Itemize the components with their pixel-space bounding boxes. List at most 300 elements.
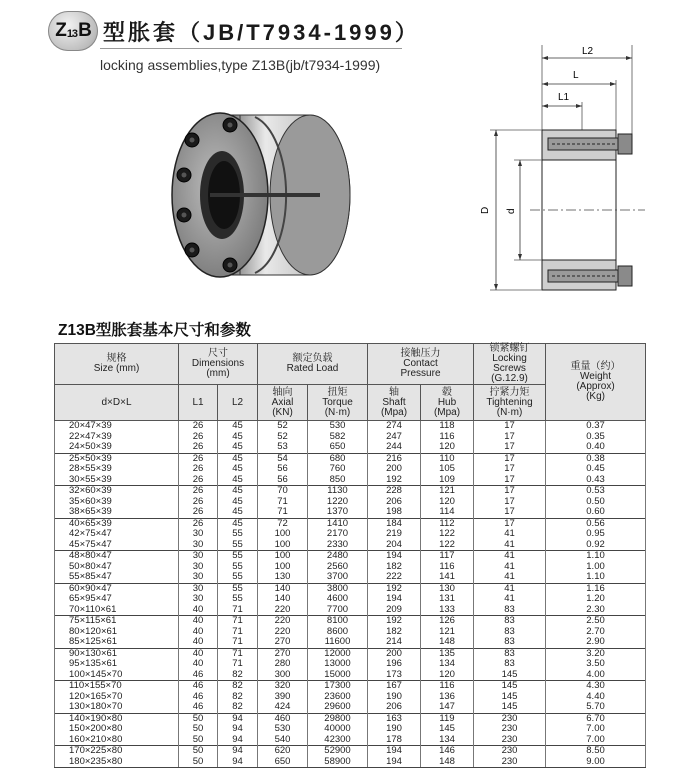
table-cell: 45	[218, 432, 258, 443]
table-cell: 192	[368, 583, 421, 594]
table-cell: 23600	[308, 692, 368, 703]
table-row	[55, 486, 646, 497]
table-cell: 100	[258, 529, 308, 540]
table-cell: 220	[258, 627, 308, 638]
table-cell: 530	[258, 724, 308, 735]
table-cell: 1.00	[546, 562, 646, 573]
header-dimensions: 尺寸 Dimensions (mm)	[179, 344, 258, 385]
table-cell: 680	[308, 453, 368, 464]
table-cell: 209	[368, 605, 421, 616]
table-cell: 70×110×61	[55, 605, 179, 616]
table-cell: 83	[474, 648, 546, 659]
table-cell: 17	[474, 464, 546, 475]
table-cell: 41	[474, 562, 546, 573]
table-cell: 390	[258, 692, 308, 703]
table-cell: 45	[218, 507, 258, 518]
table-cell: 2560	[308, 562, 368, 573]
table-cell: 45	[218, 486, 258, 497]
table-cell: 0.45	[546, 464, 646, 475]
table-row	[55, 605, 646, 616]
table-cell: 145	[474, 702, 546, 713]
table-cell: 48×80×47	[55, 551, 179, 562]
header-locking-screws: 锁紧螺钉 Locking Screws (G.12.9)	[474, 344, 546, 385]
table-cell: 94	[218, 713, 258, 724]
table-cell: 182	[368, 562, 421, 573]
table-cell: 0.38	[546, 453, 646, 464]
table-cell: 130×180×70	[55, 702, 179, 713]
table-cell: 82	[218, 702, 258, 713]
table-cell: 270	[258, 637, 308, 648]
table-cell: 72	[258, 518, 308, 529]
badge-letter: Z	[55, 20, 66, 41]
table-cell: 94	[218, 724, 258, 735]
table-cell: 52	[258, 432, 308, 443]
table-cell: 40×65×39	[55, 518, 179, 529]
table-row	[55, 735, 646, 746]
table-cell: 145	[474, 681, 546, 692]
table-row	[55, 475, 646, 486]
table-cell: 40000	[308, 724, 368, 735]
table-row	[55, 453, 646, 464]
table-cell: 50	[179, 757, 218, 768]
table-cell: 45	[218, 421, 258, 432]
header-L2: L2	[218, 385, 258, 421]
table-cell: 75×115×61	[55, 616, 179, 627]
table-cell: 320	[258, 681, 308, 692]
table-cell: 204	[368, 540, 421, 551]
header-weight: 重量（约） Weight (Approx) (Kg)	[546, 344, 646, 421]
table-cell: 134	[421, 735, 474, 746]
table-cell: 116	[421, 432, 474, 443]
header-hub: 毂 Hub (Mpa)	[421, 385, 474, 421]
table-cell: 230	[474, 713, 546, 724]
table-row	[55, 724, 646, 735]
table-cell: 50	[179, 746, 218, 757]
table-cell: 25×50×39	[55, 453, 179, 464]
table-cell: 270	[258, 648, 308, 659]
table-cell: 3800	[308, 583, 368, 594]
table-cell: 85×125×61	[55, 637, 179, 648]
table-cell: 173	[368, 670, 421, 681]
table-cell: 8.50	[546, 746, 646, 757]
table-cell: 100	[258, 562, 308, 573]
table-cell: 45	[218, 497, 258, 508]
table-cell: 3700	[308, 572, 368, 583]
table-row	[55, 529, 646, 540]
table-cell: 26	[179, 464, 218, 475]
table-row	[55, 757, 646, 768]
title-divider	[100, 48, 402, 49]
table-cell: 60×90×47	[55, 583, 179, 594]
table-cell: 2.50	[546, 616, 646, 627]
table-cell: 56	[258, 464, 308, 475]
table-cell: 38×65×39	[55, 507, 179, 518]
table-cell: 247	[368, 432, 421, 443]
table-cell: 32×60×39	[55, 486, 179, 497]
label-L: L	[573, 70, 579, 81]
table-cell: 41	[474, 594, 546, 605]
table-cell: 194	[368, 594, 421, 605]
table-cell: 82	[218, 670, 258, 681]
header-tightening: 拧紧力矩 Tightening (N·m)	[474, 385, 546, 421]
table-cell: 45	[218, 475, 258, 486]
table-cell: 100	[258, 540, 308, 551]
table-cell: 163	[368, 713, 421, 724]
product-photo	[160, 95, 360, 295]
table-row	[55, 442, 646, 453]
table-cell: 1.20	[546, 594, 646, 605]
table-cell: 26	[179, 518, 218, 529]
table-cell: 116	[421, 681, 474, 692]
table-cell: 30×55×39	[55, 475, 179, 486]
table-cell: 198	[368, 507, 421, 518]
label-L2: L2	[582, 46, 594, 57]
label-L1: L1	[558, 92, 570, 103]
table-cell: 55	[218, 572, 258, 583]
table-cell: 148	[421, 637, 474, 648]
table-cell: 2170	[308, 529, 368, 540]
table-cell: 17	[474, 507, 546, 518]
table-cell: 17	[474, 442, 546, 453]
table-cell: 24×50×39	[55, 442, 179, 453]
table-cell: 1.10	[546, 551, 646, 562]
badge-number: 13	[66, 28, 78, 40]
table-cell: 55	[218, 583, 258, 594]
table-cell: 46	[179, 681, 218, 692]
table-cell: 120	[421, 497, 474, 508]
table-row	[55, 681, 646, 692]
table-cell: 424	[258, 702, 308, 713]
table-cell: 50	[179, 713, 218, 724]
table-cell: 0.37	[546, 421, 646, 432]
table-cell: 55	[218, 562, 258, 573]
table-cell: 83	[474, 637, 546, 648]
table-cell: 82	[218, 692, 258, 703]
table-cell: 26	[179, 432, 218, 443]
table-cell: 141	[421, 572, 474, 583]
table-cell: 55	[218, 594, 258, 605]
table-cell: 126	[421, 616, 474, 627]
table-cell: 35×60×39	[55, 497, 179, 508]
header-dxDxL: d×D×L	[55, 385, 179, 421]
table-cell: 0.95	[546, 529, 646, 540]
header-shaft: 轴 Shaft (Mpa)	[368, 385, 421, 421]
table-cell: 17300	[308, 681, 368, 692]
table-cell: 6.70	[546, 713, 646, 724]
table-cell: 194	[368, 551, 421, 562]
header-L1: L1	[179, 385, 218, 421]
table-cell: 40	[179, 659, 218, 670]
table-cell: 45	[218, 442, 258, 453]
table-row	[55, 594, 646, 605]
table-cell: 1220	[308, 497, 368, 508]
table-cell: 4600	[308, 594, 368, 605]
table-cell: 582	[308, 432, 368, 443]
table-cell: 94	[218, 757, 258, 768]
header-rated-load: 额定负载 Rated Load	[258, 344, 368, 385]
table-cell: 26	[179, 497, 218, 508]
table-row	[55, 432, 646, 443]
table-cell: 42300	[308, 735, 368, 746]
table-cell: 118	[421, 421, 474, 432]
table-cell: 50	[179, 724, 218, 735]
table-row	[55, 551, 646, 562]
table-cell: 460	[258, 713, 308, 724]
table-cell: 4.40	[546, 692, 646, 703]
table-cell: 56	[258, 475, 308, 486]
table-cell: 30	[179, 583, 218, 594]
table-cell: 1370	[308, 507, 368, 518]
table-cell: 0.50	[546, 497, 646, 508]
table-cell: 8100	[308, 616, 368, 627]
table-cell: 28×55×39	[55, 464, 179, 475]
table-cell: 30	[179, 551, 218, 562]
table-cell: 40	[179, 605, 218, 616]
table-cell: 95×135×61	[55, 659, 179, 670]
table-cell: 29600	[308, 702, 368, 713]
table-cell: 140	[258, 594, 308, 605]
table-cell: 230	[474, 757, 546, 768]
table-cell: 206	[368, 497, 421, 508]
table-cell: 2.30	[546, 605, 646, 616]
table-cell: 130	[258, 572, 308, 583]
table-cell: 190	[368, 724, 421, 735]
table-cell: 146	[421, 746, 474, 757]
table-cell: 71	[218, 627, 258, 638]
table-cell: 26	[179, 507, 218, 518]
table-cell: 1130	[308, 486, 368, 497]
table-cell: 130	[421, 583, 474, 594]
table-cell: 220	[258, 616, 308, 627]
table-cell: 135	[421, 648, 474, 659]
table-row	[55, 497, 646, 508]
table-cell: 0.60	[546, 507, 646, 518]
table-row	[55, 670, 646, 681]
table-cell: 46	[179, 702, 218, 713]
table-cell: 55	[218, 540, 258, 551]
table-cell: 40	[179, 648, 218, 659]
table-cell: 192	[368, 616, 421, 627]
table-cell: 53	[258, 442, 308, 453]
header-torque: 扭矩 Torque (N·m)	[308, 385, 368, 421]
table-cell: 0.53	[546, 486, 646, 497]
table-cell: 40	[179, 637, 218, 648]
table-cell: 55×85×47	[55, 572, 179, 583]
table-cell: 219	[368, 529, 421, 540]
table-cell: 760	[308, 464, 368, 475]
spec-table-wrapper	[54, 343, 645, 768]
table-cell: 274	[368, 421, 421, 432]
table-cell: 216	[368, 453, 421, 464]
table-row	[55, 616, 646, 627]
table-cell: 7700	[308, 605, 368, 616]
table-cell: 0.40	[546, 442, 646, 453]
table-cell: 214	[368, 637, 421, 648]
table-cell: 110	[421, 453, 474, 464]
table-cell: 22×47×39	[55, 432, 179, 443]
table-cell: 0.92	[546, 540, 646, 551]
table-cell: 26	[179, 421, 218, 432]
table-cell: 1410	[308, 518, 368, 529]
table-cell: 7.00	[546, 724, 646, 735]
table-cell: 41	[474, 540, 546, 551]
table-row	[55, 507, 646, 518]
table-cell: 2330	[308, 540, 368, 551]
table-cell: 119	[421, 713, 474, 724]
table-cell: 46	[179, 670, 218, 681]
table-row	[55, 562, 646, 573]
table-cell: 136	[421, 692, 474, 703]
table-cell: 71	[218, 616, 258, 627]
table-cell: 184	[368, 518, 421, 529]
table-cell: 13000	[308, 659, 368, 670]
spec-table	[54, 343, 646, 768]
table-cell: 5.70	[546, 702, 646, 713]
table-cell: 222	[368, 572, 421, 583]
table-cell: 9.00	[546, 757, 646, 768]
table-cell: 45	[218, 518, 258, 529]
table-row	[55, 637, 646, 648]
table-cell: 26	[179, 475, 218, 486]
badge-suffix: B	[78, 20, 91, 41]
table-cell: 0.43	[546, 475, 646, 486]
table-cell: 117	[421, 551, 474, 562]
table-cell: 100×145×70	[55, 670, 179, 681]
table-cell: 17	[474, 432, 546, 443]
table-cell: 105	[421, 464, 474, 475]
table-cell: 17	[474, 497, 546, 508]
table-cell: 145	[474, 670, 546, 681]
table-cell: 94	[218, 746, 258, 757]
table-cell: 0.56	[546, 518, 646, 529]
table-cell: 83	[474, 627, 546, 638]
table-cell: 1.16	[546, 583, 646, 594]
table-cell: 41	[474, 551, 546, 562]
header-axial: 轴向 Axial (KN)	[258, 385, 308, 421]
table-cell: 30	[179, 562, 218, 573]
table-cell: 45	[218, 464, 258, 475]
table-cell: 4.30	[546, 681, 646, 692]
table-cell: 42×75×47	[55, 529, 179, 540]
table-cell: 71	[258, 497, 308, 508]
table-cell: 133	[421, 605, 474, 616]
table-cell: 15000	[308, 670, 368, 681]
table-cell: 94	[218, 735, 258, 746]
table-cell: 26	[179, 442, 218, 453]
table-cell: 45	[218, 453, 258, 464]
table-cell: 160×210×80	[55, 735, 179, 746]
table-cell: 122	[421, 529, 474, 540]
type-badge	[48, 11, 98, 51]
table-cell: 131	[421, 594, 474, 605]
table-cell: 206	[368, 702, 421, 713]
table-cell: 140×190×80	[55, 713, 179, 724]
table-cell: 30	[179, 529, 218, 540]
table-cell: 50×80×47	[55, 562, 179, 573]
table-cell: 147	[421, 702, 474, 713]
table-cell: 120×165×70	[55, 692, 179, 703]
table-cell: 4.00	[546, 670, 646, 681]
table-cell: 17	[474, 518, 546, 529]
table-cell: 17	[474, 475, 546, 486]
table-cell: 3.50	[546, 659, 646, 670]
table-row	[55, 583, 646, 594]
table-cell: 26	[179, 486, 218, 497]
table-cell: 230	[474, 735, 546, 746]
table-cell: 41	[474, 529, 546, 540]
table-cell: 178	[368, 735, 421, 746]
page-subtitle: locking assemblies,type Z13B(jb/t7934-1999)	[100, 57, 381, 73]
table-cell: 2480	[308, 551, 368, 562]
table-cell: 3.20	[546, 648, 646, 659]
table-row	[55, 746, 646, 757]
table-cell: 114	[421, 507, 474, 518]
table-cell: 30	[179, 594, 218, 605]
table-cell: 148	[421, 757, 474, 768]
table-cell: 194	[368, 757, 421, 768]
table-cell: 230	[474, 746, 546, 757]
table-cell: 71	[258, 507, 308, 518]
table-cell: 30	[179, 540, 218, 551]
table-cell: 530	[308, 421, 368, 432]
table-cell: 30	[179, 572, 218, 583]
table-cell: 112	[421, 518, 474, 529]
table-cell: 194	[368, 746, 421, 757]
technical-drawing	[470, 40, 660, 310]
table-cell: 83	[474, 616, 546, 627]
table-cell: 280	[258, 659, 308, 670]
header-contact-pressure: 接触压力 Contact Pressure	[368, 344, 474, 385]
table-cell: 83	[474, 659, 546, 670]
table-cell: 180×235×80	[55, 757, 179, 768]
table-cell: 71	[218, 659, 258, 670]
table-cell: 45×75×47	[55, 540, 179, 551]
table-cell: 90×130×61	[55, 648, 179, 659]
table-cell: 120	[421, 442, 474, 453]
table-cell: 200	[368, 648, 421, 659]
table-cell: 300	[258, 670, 308, 681]
table-cell: 83	[474, 605, 546, 616]
table-row	[55, 518, 646, 529]
table-cell: 17	[474, 421, 546, 432]
table-cell: 192	[368, 475, 421, 486]
table-cell: 7.00	[546, 735, 646, 746]
table-cell: 2.90	[546, 637, 646, 648]
table-cell: 182	[368, 627, 421, 638]
table-cell: 82	[218, 681, 258, 692]
table-cell: 12000	[308, 648, 368, 659]
table-cell: 145	[474, 692, 546, 703]
table-cell: 80×120×61	[55, 627, 179, 638]
table-cell: 2.70	[546, 627, 646, 638]
table-cell: 40	[179, 627, 218, 638]
table-row	[55, 627, 646, 638]
table-cell: 196	[368, 659, 421, 670]
table-cell: 52900	[308, 746, 368, 757]
table-cell: 650	[308, 442, 368, 453]
table-cell: 167	[368, 681, 421, 692]
table-cell: 150×200×80	[55, 724, 179, 735]
table-cell: 8600	[308, 627, 368, 638]
table-cell: 29800	[308, 713, 368, 724]
table-cell: 200	[368, 464, 421, 475]
label-D: D	[480, 206, 491, 214]
table-cell: 70	[258, 486, 308, 497]
table-cell: 540	[258, 735, 308, 746]
table-cell: 116	[421, 562, 474, 573]
table-cell: 230	[474, 724, 546, 735]
table-title: Z13B型胀套基本尺寸和参数	[58, 322, 251, 339]
